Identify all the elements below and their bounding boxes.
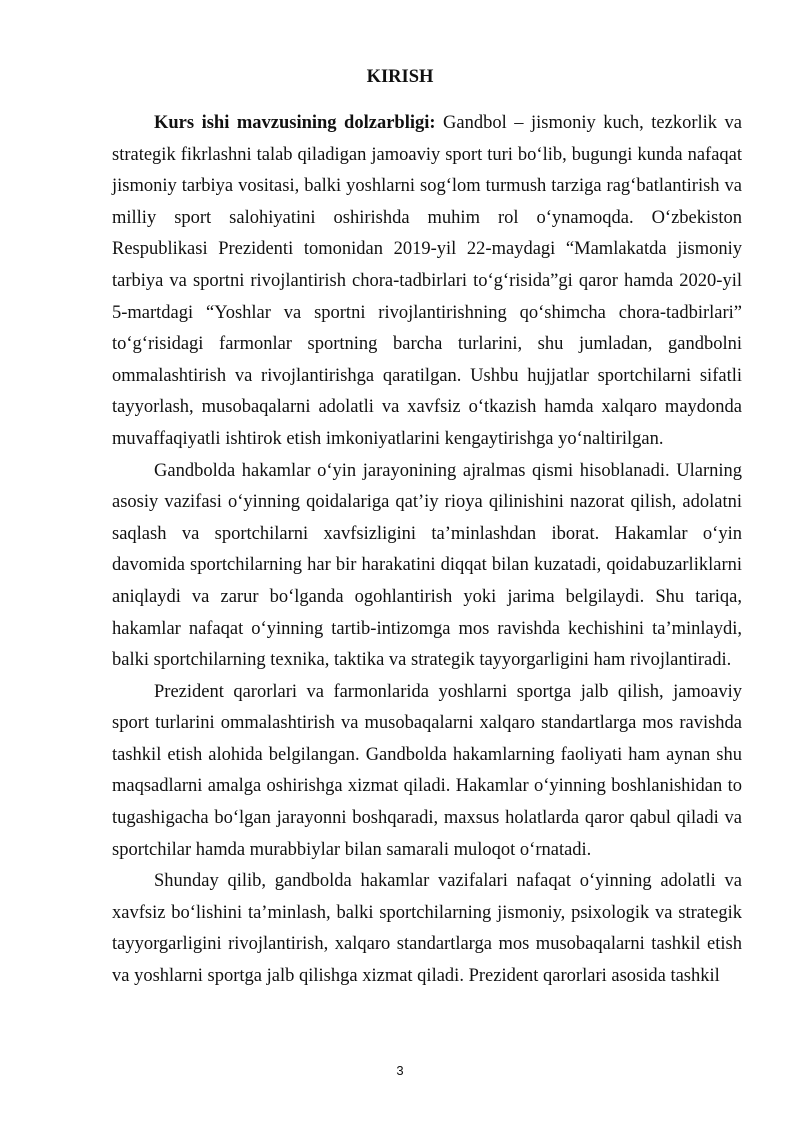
paragraph-lead: Kurs ishi mavzusining dolzarbligi:	[154, 113, 436, 133]
paragraph-presidential-decrees: Prezident qarorlari va farmonlarida yoshlarni sportga jalb qilish, jamoaviy sport turlarini ommalashtirish va musobaqalarni xalqaro standartlarga mos ravishda tashkil etish alohida belgilangan. Gandbolda hakamlarning faoliyati ham aynan shu maqsadlarni amalga oshirishga xizmat qiladi. Hakamlar o‘yinning boshlanishidan to tugashigacha bo‘lgan jarayonni boshqaradi, maxsus holatlarda qaror qabul qiladi va sportchilar hamda murabbiylar bilan samarali muloqot o‘rnatadi.	[112, 681, 742, 860]
paragraph-relevance	[112, 108, 742, 456]
page-number: 3	[396, 1063, 404, 1078]
paragraph-conclusion: Shunday qilib, gandbolda hakamlar vazifalari nafaqat o‘yinning adolatli va xavfsiz bo‘lishini ta’minlash, balki sportchilarning jismoniy, psixologik va strategik tayyorgarligini rivojlantirish, xalqaro standartlarga mos musobaqalarni tashkil etish va yoshlarni sportga jalb qilishga xizmat qiladi. Prezident qarorlari asosida tashkil	[112, 871, 742, 987]
body-text	[112, 108, 742, 993]
paragraph-referees-role: Gandbolda hakamlar o‘yin jarayonining ajralmas qismi hisoblanadi. Ularning asosiy vazifasi o‘yinning qoidalariga qat’iy rioya qilinishini nazorat qilish, adolatni saqlash va sportchilarni xavfsizligini ta’minlashdan iborat. Hakamlar o‘yin davomida sportchilarning har bir harakatini diqqat bilan kuzatadi, qoidabuzarliklarni aniqlaydi va zarur bo‘lganda ogohlantirish yoki jarima belgilaydi. Shu tariqa, hakamlar nafaqat o‘yinning tartib-intizomga mos ravishda kechishini ta’minlaydi, balki sportchilarning texnika, taktika va strategik tayyorgarligini ham rivojlantiradi.	[112, 460, 742, 671]
paragraph-text: Gandbol – jismoniy kuch, tezkorlik va strategik fikrlashni talab qiladigan jamoaviy sport turi bo‘lib, bugungi kunda nafaqat jismoniy tarbiya vositasi, balki yoshlarni sog‘lom turmush tarziga rag‘batlantirish va milliy sport salohiyatini oshirishda muhim rol o‘ynamoqda. O‘zbekiston Respublikasi Prezidenti tomonidan 2019-yil 22-maydagi “Mamlakatda jismoniy tarbiya va sportni rivojlantirish chora-tadbirlari to‘g‘risida”gi qaror hamda 2020-yil 5-martdagi “Yoshlar va sportni rivojlantirishning qo‘shimcha chora-tadbirlari” to‘g‘risidagi farmonlar sportning barcha turlarini, shu jumladan, gandbolni ommalashtirish va rivojlantirishga qaratilgan. Ushbu hujjatlar sportchilarni sifatli tayyorlash, musobaqalarni adolatli va xavfsiz o‘tkazish hamda xalqaro maydonda muvaffaqiyatli ishtirok etish imkoniyatlarini kengaytirishga yo‘naltirilgan.	[112, 113, 742, 449]
section-heading: KIRISH	[366, 67, 434, 87]
